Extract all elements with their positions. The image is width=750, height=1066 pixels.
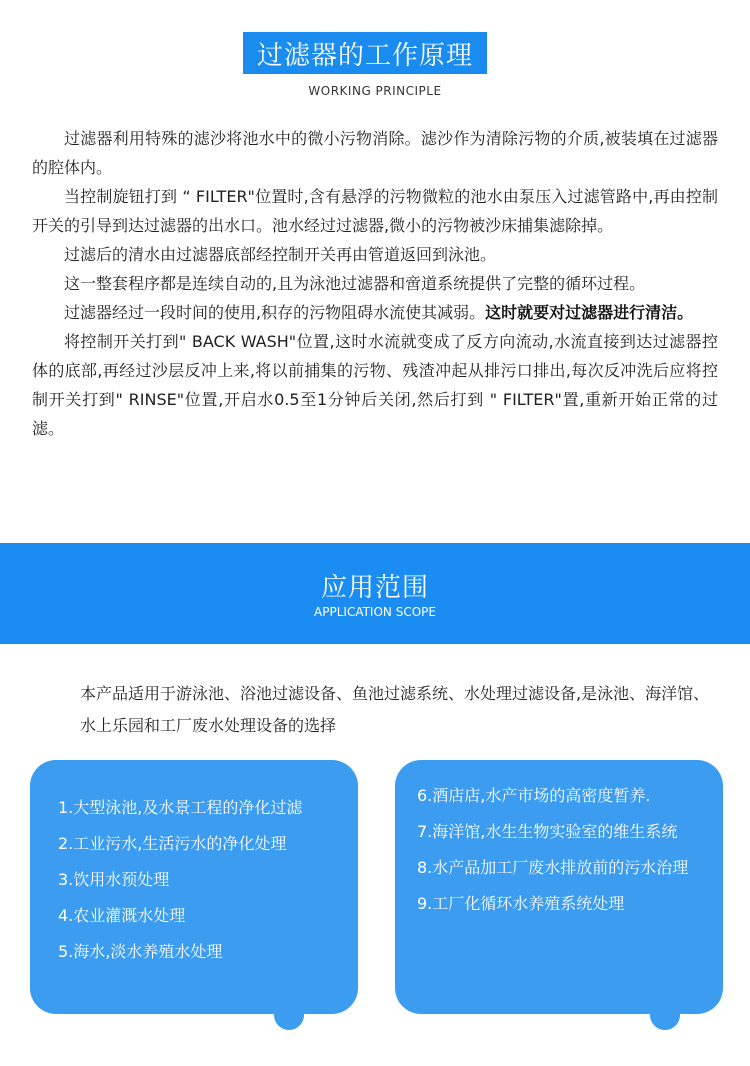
speech-bubble-tail-right: [650, 1008, 680, 1030]
scope-card-right: [395, 760, 723, 1014]
list-item: 4.农业灌溉水处理: [58, 906, 186, 925]
principle-article: [32, 124, 718, 443]
principle-subtitle: WORKING PRINCIPLE: [308, 84, 442, 98]
paragraph-4: 这一整套程序都是连续自动的,且为泳池过滤器和啻道系统提供了完整的循环过程。: [64, 274, 646, 293]
list-item: 8.水产品加工厂废水排放前的污水治理: [417, 858, 689, 877]
list-item: 9.工厂化循环水养殖系统处理: [417, 894, 625, 913]
list-item: 3.饮用水预处理: [58, 870, 170, 889]
scope-title: 应用范围: [320, 573, 429, 603]
paragraph-5-text: 过滤器经过一段时间的使用,积存的污物阻碍水流使其减弱。: [64, 303, 486, 322]
speech-bubble-tail-left: [274, 1008, 304, 1030]
list-item: 7.海洋馆,水生生物实验室的维生系统: [417, 822, 678, 841]
list-item: 1.大型泳池,及水景工程的净化过滤: [58, 798, 303, 817]
scope-list-right: [417, 784, 688, 928]
scope-intro: 本产品适用于游泳池、浴池过滤设备、鱼池过滤系统、水处理过滤设备,是泳池、海洋馆、水上乐园和工厂废水处理设备的选择: [80, 684, 710, 735]
principle-title-box: [243, 32, 487, 74]
paragraph-1: 过滤器利用特殊的滤沙将池水中的微小污物消除。滤沙作为清除污物的介质,被装填在过滤器的腔体内。: [32, 129, 718, 177]
paragraph-5-emphasis: 这时就要对过滤器进行清洁。: [485, 303, 694, 322]
paragraph-3: 过滤后的清水由过滤器底部经控制开关再由管道返回到泳池。: [64, 245, 497, 264]
paragraph-6: 将控制开关打到" BACK WASH"位置,这时水流就变成了反方向流动,水流直接到达过滤器控体的底部,再经过沙层反冲上来,将以前捕集的污物、残渣冲起从排污口排出,每次反冲洗后应将控制开关打到" RINSE"位置,开启水0.5至1分钟后关闭,然后打到 " FILTER"置,重新开始正常的过滤。: [32, 332, 718, 438]
principle-title: 过滤器的工作原理: [256, 40, 473, 71]
scope-header-band: [0, 543, 750, 644]
paragraph-5: [32, 298, 718, 327]
list-item: 2.工业污水,生活污水的净化处理: [58, 834, 287, 853]
scope-subtitle: APPLICATION SCOPE: [314, 605, 436, 619]
list-item: 6.酒店店,水产市场的高密度暂养.: [417, 786, 651, 805]
scope-card-left: [30, 760, 358, 1014]
paragraph-2: 当控制旋钮打到 “ FILTER"位置时,含有悬浮的污物微粒的池水由泵压入过滤管路中,再由控制开关的引导到达过滤器的出水口。池水经过过滤器,微小的污物被沙床捕集滤除掉。: [32, 187, 718, 235]
scope-list-left: [58, 796, 302, 976]
list-item: 5.海水,淡水养殖水处理: [58, 942, 223, 961]
